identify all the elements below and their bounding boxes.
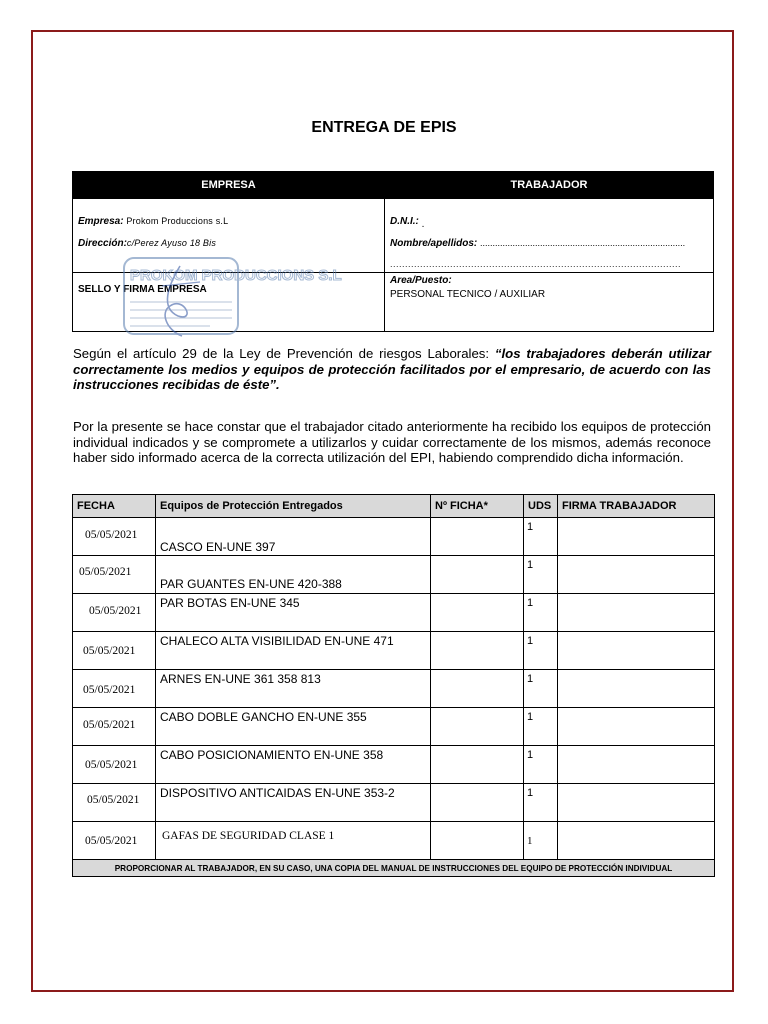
row-equipo: PAR GUANTES EN-UNE 420-388 bbox=[160, 577, 342, 591]
row-ficha[interactable] bbox=[431, 746, 524, 784]
row-uds: 1 bbox=[527, 559, 534, 571]
row-firma[interactable] bbox=[558, 518, 715, 556]
row-ficha[interactable] bbox=[431, 632, 524, 670]
legal-intro: Según el artículo 29 de la Ley de Prevención de riesgos Laborales: bbox=[73, 346, 495, 361]
row-equipo: PAR BOTAS EN-UNE 345 bbox=[160, 596, 300, 610]
empresa-label: Empresa: bbox=[78, 216, 124, 227]
row-fecha: 05/05/2021 bbox=[85, 759, 138, 771]
row-equipo: CABO DOBLE GANCHO EN-UNE 355 bbox=[160, 710, 367, 724]
row-firma[interactable] bbox=[558, 746, 715, 784]
table-row bbox=[73, 784, 715, 822]
extra-dots[interactable]: ................................................................................................. bbox=[390, 259, 682, 269]
epi-table bbox=[72, 494, 715, 877]
row-equipo: CABO POSICIONAMIENTO EN-UNE 358 bbox=[160, 748, 384, 762]
row-uds: 1 bbox=[527, 597, 534, 609]
col-ficha: Nº FICHA* bbox=[431, 495, 524, 518]
row-fecha: 05/05/2021 bbox=[85, 835, 138, 847]
table-footer-row bbox=[73, 860, 715, 877]
direccion-line bbox=[78, 238, 216, 249]
row-equipo: ARNES EN-UNE 361 358 813 bbox=[160, 672, 321, 686]
row-equipo: DISPOSITIVO ANTICAIDAS EN-UNE 353-2 bbox=[160, 786, 395, 800]
row-equipo: CHALECO ALTA VISIBILIDAD EN-UNE 471 bbox=[160, 634, 394, 648]
area-label: Area/Puesto: bbox=[390, 275, 452, 286]
footer-note: PROPORCIONAR AL TRABAJADOR, EN SU CASO, UNA COPIA DEL MANUAL DE INSTRUCCIONES DEL EQUIPO DE PROTECCIÓN INDIVIDUAL bbox=[73, 860, 715, 877]
row-uds: 1 bbox=[527, 673, 534, 685]
table-row bbox=[73, 708, 715, 746]
dni-value[interactable]: . bbox=[421, 219, 425, 230]
row-uds: 1 bbox=[527, 521, 534, 533]
row-ficha[interactable] bbox=[431, 822, 524, 860]
trabajador-header: TRABAJADOR bbox=[385, 172, 713, 199]
empresa-value: Prokom Produccions s.L bbox=[126, 216, 229, 226]
col-uds: UDS bbox=[524, 495, 558, 518]
area-value: PERSONAL TECNICO / AUXILIAR bbox=[390, 289, 546, 300]
nombre-dots[interactable]: .................................................................................. bbox=[480, 238, 686, 248]
row-ficha[interactable] bbox=[431, 556, 524, 594]
row-fecha: 05/05/2021 bbox=[83, 719, 136, 731]
row-firma[interactable] bbox=[558, 670, 715, 708]
row-firma[interactable] bbox=[558, 708, 715, 746]
row-fecha: 05/05/2021 bbox=[85, 529, 138, 541]
col-equipos: Equipos de Protección Entregados bbox=[156, 495, 431, 518]
empresa-header: EMPRESA bbox=[73, 172, 384, 199]
empresa-line bbox=[78, 216, 228, 227]
row-firma[interactable] bbox=[558, 784, 715, 822]
document-title: ENTREGA DE EPIS bbox=[311, 119, 457, 136]
nombre-label: Nombre/apellidos: bbox=[390, 238, 478, 249]
row-equipo: CASCO EN-UNE 397 bbox=[160, 540, 276, 554]
row-ficha[interactable] bbox=[431, 784, 524, 822]
table-row bbox=[73, 822, 715, 860]
row-firma[interactable] bbox=[558, 632, 715, 670]
row-ficha[interactable] bbox=[431, 518, 524, 556]
row-firma[interactable] bbox=[558, 822, 715, 860]
row-fecha: 05/05/2021 bbox=[89, 605, 142, 617]
row-ficha[interactable] bbox=[431, 594, 524, 632]
col-firma: FIRMA TRABAJADOR bbox=[558, 495, 715, 518]
row-uds: 1 bbox=[527, 711, 534, 723]
col-fecha: FECHA bbox=[73, 495, 156, 518]
table-row bbox=[73, 594, 715, 632]
row-uds: 1 bbox=[527, 835, 533, 847]
nombre-line bbox=[390, 238, 685, 249]
direccion-value: c/Perez Ayuso 18 Bis bbox=[126, 238, 217, 248]
direccion-label: Dirección: bbox=[78, 238, 127, 249]
company-stamp-icon bbox=[120, 256, 342, 338]
table-row bbox=[73, 746, 715, 784]
row-equipo: GAFAS DE SEGURIDAD CLASE 1 bbox=[162, 830, 335, 842]
row-uds: 1 bbox=[527, 787, 534, 799]
row-fecha: 05/05/2021 bbox=[83, 645, 136, 657]
sello-label: SELLO Y FIRMA EMPRESA bbox=[78, 284, 207, 295]
row-uds: 1 bbox=[527, 635, 534, 647]
legal-quote: “los trabajadores deberán utilizar correctamente los medios y equipos de protección facilitados por el empresario, de acuerdo con las instrucciones recibidas de éste”. bbox=[73, 346, 711, 392]
dni-label: D.N.I.: bbox=[390, 216, 419, 227]
row-fecha: 05/05/2021 bbox=[87, 794, 140, 806]
row-ficha[interactable] bbox=[431, 708, 524, 746]
stamp-brand: PROKOM PRODUCCIONS S.L bbox=[130, 267, 342, 284]
row-fecha: 05/05/2021 bbox=[83, 684, 136, 696]
row-uds: 1 bbox=[527, 749, 534, 761]
table-row bbox=[73, 518, 715, 556]
row-fecha: 05/05/2021 bbox=[79, 566, 132, 578]
row-firma[interactable] bbox=[558, 556, 715, 594]
table-header-row bbox=[73, 495, 715, 518]
table-row bbox=[73, 670, 715, 708]
row-ficha[interactable] bbox=[431, 670, 524, 708]
table-row bbox=[73, 556, 715, 594]
table-row bbox=[73, 632, 715, 670]
declaration-paragraph: Por la presente se hace constar que el trabajador citado anteriormente ha recibido los equipos de protección individual indicados y se compromete a utilizarlos y cuidar correctamente de los mismos, además reconoce haber sido informado acerca de la correcta utilización del EPI, habiendo comprendido dicha información. bbox=[73, 419, 711, 465]
legal-paragraph bbox=[73, 346, 711, 393]
dni-line bbox=[390, 216, 425, 230]
row-firma[interactable] bbox=[558, 594, 715, 632]
